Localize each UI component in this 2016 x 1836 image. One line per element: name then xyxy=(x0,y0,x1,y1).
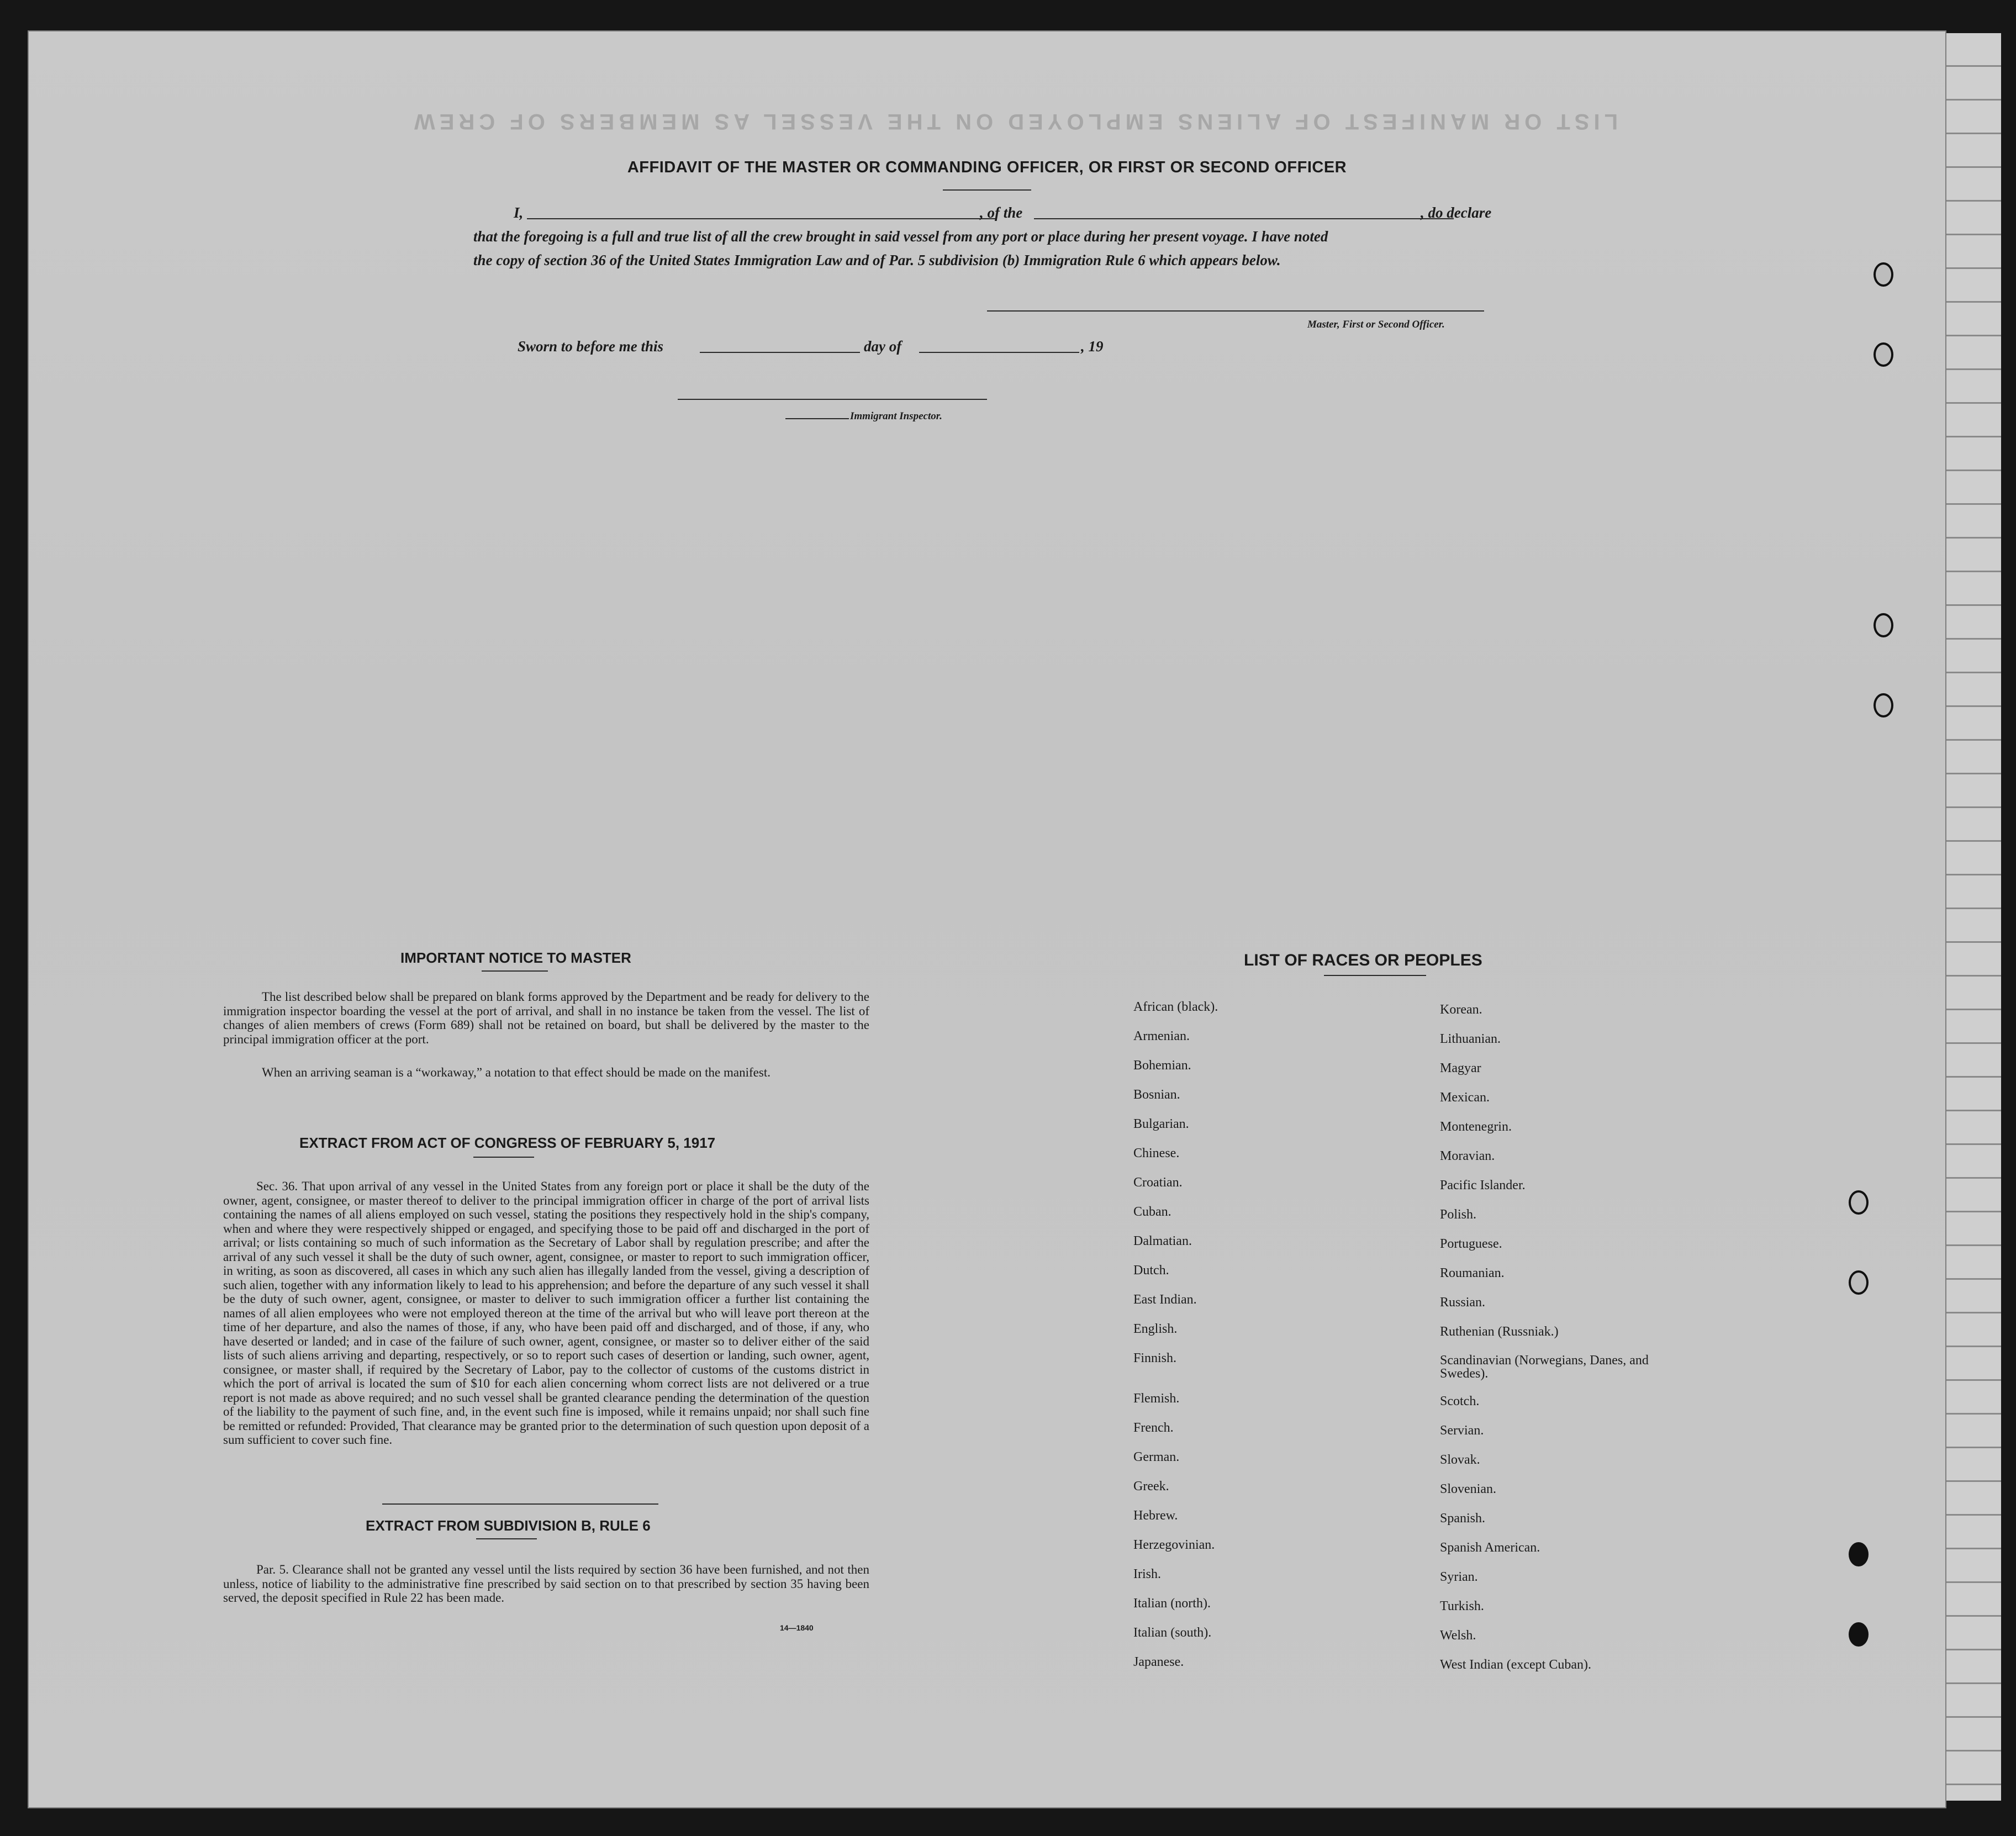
race-item: Dutch. xyxy=(1133,1263,1169,1278)
race-item: Portuguese. xyxy=(1440,1237,1502,1251)
master-signature-caption: Master, First or Second Officer. xyxy=(1307,319,1445,330)
race-item: Bosnian. xyxy=(1133,1088,1180,1102)
affidavit-title: AFFIDAVIT OF THE MASTER OR COMMANDING OFFICER, OR FIRST OR SECOND OFFICER xyxy=(627,159,1347,176)
rule-extract-body: Par. 5. Clearance shall not be granted any vessel until the lists required by section 36 have been furnished, and not then unless, notice of liability to the administrative fine prescribed by said section on to that prescribed by section 35 having been served, the deposit specified in Rule 22 has been made. xyxy=(223,1563,869,1605)
race-item: German. xyxy=(1133,1450,1180,1464)
race-item: Russian. xyxy=(1440,1295,1486,1310)
affidavit-declare-label: , do declare xyxy=(1421,204,1492,221)
form-number: 14—1840 xyxy=(780,1623,814,1632)
race-item: Irish. xyxy=(1133,1567,1161,1581)
race-item: Flemish. xyxy=(1133,1391,1180,1406)
act-extract-heading: EXTRACT FROM ACT OF CONGRESS OF FEBRUARY 5, 1917 xyxy=(299,1135,716,1151)
divider xyxy=(382,1503,658,1505)
affidavit-line-3: the copy of section 36 of the United States Immigration Law and of Par. 5 subdivision (b) Immigration Rule 6 which appears below. xyxy=(473,252,1281,268)
race-item: Ruthenian (Russniak.) xyxy=(1440,1325,1559,1339)
divider xyxy=(482,970,548,972)
sworn-day-blank xyxy=(700,352,860,353)
binder-hole xyxy=(1849,1622,1869,1647)
divider xyxy=(473,1157,534,1158)
races-heading: LIST OF RACES OR PEOPLES xyxy=(1244,951,1482,969)
race-item: Korean. xyxy=(1440,1003,1482,1017)
race-item: Polish. xyxy=(1440,1207,1477,1222)
race-item: Spanish. xyxy=(1440,1511,1486,1526)
race-item: Montenegrin. xyxy=(1440,1120,1512,1134)
binder-hole xyxy=(1873,262,1893,287)
race-item: Scotch. xyxy=(1440,1394,1480,1408)
race-item: Armenian. xyxy=(1133,1029,1190,1043)
binder-hole xyxy=(1849,1270,1869,1295)
race-item: Syrian. xyxy=(1440,1570,1478,1584)
race-item: African (black). xyxy=(1133,1000,1218,1014)
divider xyxy=(476,1538,537,1539)
affidavit-line-2: that the foregoing is a full and true list of all the crew brought in said vessel from any port or place during her present voyage. I have noted xyxy=(473,228,1328,245)
race-item: Slovenian. xyxy=(1440,1482,1496,1496)
divider xyxy=(943,189,1031,191)
race-item: Dalmatian. xyxy=(1133,1234,1192,1248)
race-item: Turkish. xyxy=(1440,1599,1484,1613)
binder-hole xyxy=(1873,613,1893,637)
notice-heading: IMPORTANT NOTICE TO MASTER xyxy=(400,949,631,966)
manifest-page xyxy=(28,30,1946,1808)
sworn-label: Sworn to before me this xyxy=(518,338,664,355)
race-item: Herzegovinian. xyxy=(1133,1538,1215,1552)
rule-extract-heading: EXTRACT FROM SUBDIVISION B, RULE 6 xyxy=(366,1517,651,1534)
race-item: Bohemian. xyxy=(1133,1058,1191,1073)
year-label: , 19 xyxy=(1081,338,1104,355)
race-item: Pacific Islander. xyxy=(1440,1178,1526,1193)
race-item: Chinese. xyxy=(1133,1146,1180,1160)
race-item: English. xyxy=(1133,1322,1178,1336)
race-item: Cuban. xyxy=(1133,1205,1171,1219)
race-item: Finnish. xyxy=(1133,1351,1177,1365)
affidavit-of-the-label: , of the xyxy=(980,204,1023,221)
divider xyxy=(1324,975,1426,976)
binder-hole xyxy=(1873,693,1893,717)
day-of-label: day of xyxy=(864,338,902,355)
race-item: Hebrew. xyxy=(1133,1508,1178,1523)
races-right-column xyxy=(1440,1003,1661,1687)
race-item: West Indian (except Cuban). xyxy=(1440,1658,1591,1672)
race-item: Roumanian. xyxy=(1440,1266,1505,1280)
race-item: Lithuanian. xyxy=(1440,1032,1501,1046)
race-item: Mexican. xyxy=(1440,1090,1490,1105)
race-item: Bulgarian. xyxy=(1133,1117,1189,1131)
affidavit-i-label: I, xyxy=(514,204,524,221)
races-left-column xyxy=(1133,1000,1218,1684)
race-item: Croatian. xyxy=(1133,1175,1183,1190)
name-blank-line xyxy=(527,218,996,219)
race-item: Moravian. xyxy=(1440,1149,1495,1163)
master-signature-line xyxy=(987,310,1484,312)
inspector-short-line xyxy=(785,418,849,419)
race-item: Magyar xyxy=(1440,1061,1481,1075)
inspector-signature-line xyxy=(678,399,987,400)
month-blank xyxy=(919,352,1079,353)
race-item: Welsh. xyxy=(1440,1628,1476,1643)
inspector-caption: Immigrant Inspector. xyxy=(850,410,942,422)
vessel-blank-line xyxy=(1034,218,1454,219)
binder-hole xyxy=(1849,1542,1869,1566)
race-item: Italian (north). xyxy=(1133,1596,1211,1611)
act-extract-body: Sec. 36. That upon arrival of any vessel in the United States from any foreign port or place it shall be the duty of the owner, agent, consignee, or master thereof to deliver to the principal immigration officer in charge of the port of arrival lists containing the names of all aliens employed on such vessel, stating the positions they respectively hold in the ship's company, when and where they were respectively shipped or engaged, and specifying those to be paid off and discharged in the port of arrival; or lists containing so much of such information as the Secretary of Labor shall by regulation prescribe; and after the arrival of any such vessel it shall be the duty of such owner, agent, consignee, or master to report to such immigration officer, in writing, as soon as discovered, all cases in which any such alien has illegally landed from the vessel, giving a description of such alien, together with any information likely to lead to his apprehension; and before the departure of any such vessel it shall be the duty of such owner, agent, consignee, or master to deliver to such immigration officer a further list containing the names of all alien employees who were not employed thereon at the time of the arrival but who will leave port thereon at the time of her departure, and also the names of those, if any, who have been paid off and discharged, and of those, if any, who have deserted or landed; and in case of the failure of such owner, agent, consignee, or master so to deliver either of the said lists of such aliens arriving and departing, respectively, or so to report such cases of desertion or landing, such owner, agent, consignee, or master shall, if required by the Secretary of Labor, pay to the collector of customs of the customs district in which the port of arrival is located the sum of $10 for each alien concerning whom correct lists are not delivered or a true report is not made as above required; and no such vessel shall be granted clearance pending the determination of the question of the liability to the payment of such fine, and, in the event such fine is imposed, while it remains unpaid; nor shall such fine be remitted or refunded: Provided, That clearance may be granted prior to the determination of such question upon deposit of a sum sufficient to cover such fine. xyxy=(223,1179,869,1447)
race-item: Greek. xyxy=(1133,1479,1169,1494)
race-item: Scandinavian (Norwegians, Danes, and Swedes). xyxy=(1440,1353,1649,1381)
bleed-through-text: LIST OR MANIFEST OF ALIENS EMPLOYED ON THE VESSEL AS MEMBERS OF CREW xyxy=(410,109,1618,134)
race-item: Japanese. xyxy=(1133,1655,1184,1669)
race-item: Slovak. xyxy=(1440,1453,1480,1467)
binder-hole xyxy=(1849,1190,1869,1215)
binder-hole xyxy=(1873,342,1893,367)
race-item: Servian. xyxy=(1440,1423,1484,1438)
race-item: French. xyxy=(1133,1421,1174,1435)
race-item: East Indian. xyxy=(1133,1292,1197,1307)
race-item: Italian (south). xyxy=(1133,1626,1212,1640)
notice-paragraph-2: When an arriving seaman is a “workaway,” a notation to that effect should be made on the manifest. xyxy=(262,1065,770,1079)
notice-paragraph-1: The list described below shall be prepared on blank forms approved by the Department and be ready for delivery to the immigration inspector boarding the vessel at the port of arrival, and shall in no instance be taken from the vessel. The list of changes of alien members of crews (Form 689) shall not be retained on board, but shall be delivered by the master to the principal immigration officer at the port. xyxy=(223,990,869,1046)
race-item: Spanish American. xyxy=(1440,1540,1540,1555)
